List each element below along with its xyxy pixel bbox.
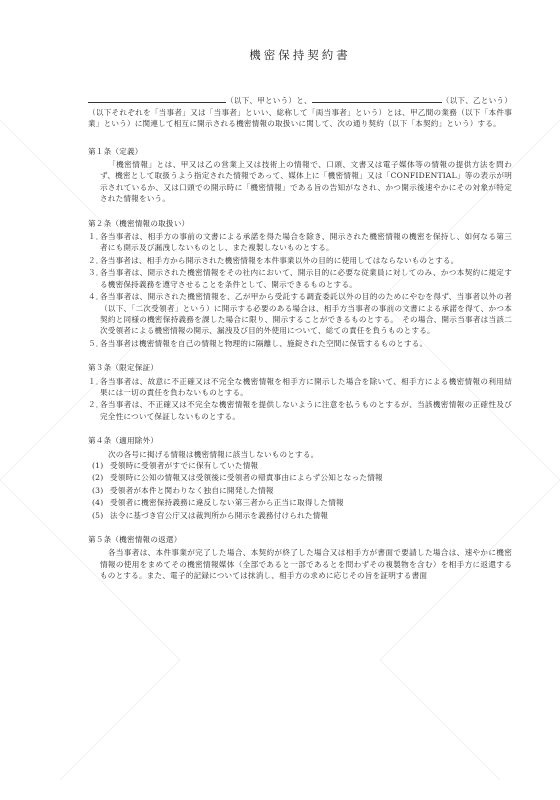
article-2	[88, 218, 512, 349]
list-item	[92, 472, 512, 483]
item-number: (2)	[92, 473, 104, 483]
item-text: 受領時に公知の情報又は受領後に受領者の帰責事由によらず公知となった情報	[110, 473, 383, 483]
item-text: 各当事者は、開示された機密情報をその社内において、開示目的に必要な従業員に対してのみ、かつ本契約に規定する機密保持義務を遵守させることを条件として、開示できるものとする。	[100, 268, 512, 289]
item-number: (1)	[92, 460, 104, 470]
list-item	[88, 291, 512, 337]
article-paragraph: 「機密情報」とは、甲又は乙の営業上又は技術上の情報で、口頭、文書又は電子媒体等の情報の提供方法を問わず、機密として取扱うよう指定された情報であって、媒体上に「機密情報」又は「CONFIDENTIAL」等の表示が明示されているか、又は口頭での開示時に「機密情報」である旨の告知がなされ、かつ開示後速やかにその対象が特定された情報をいう。	[100, 160, 512, 204]
article-title: 第４条（適用除外）	[88, 436, 159, 446]
item-number: ５．	[88, 338, 104, 348]
document-title: 機密保持契約書	[249, 48, 351, 62]
item-number: (5)	[92, 510, 104, 520]
party-a-blank	[88, 93, 226, 103]
list-item	[88, 255, 512, 266]
item-text: 受領時に受領者がすでに保有していた情報	[110, 460, 259, 470]
item-text: 各当事者は、相手方から開示された機密情報を本件事業以外の目的に使用してはならないものとする。	[100, 255, 459, 265]
article-title: 第５条（機密情報の返還）	[88, 535, 182, 544]
item-text: 各当事者は機密情報を自己の情報と物理的に隔離し、施錠された空間に保管するものとする。	[100, 338, 428, 348]
item-number: １．	[88, 232, 104, 242]
item-text: 各当事者は、不正確又は不完全な機密情報を提供しないように注意を払うものとするが、当該機密情報の正確性及び完全性について保証しないものとする。	[100, 400, 512, 421]
article-lead: 次の各号に掲げる情報は機密情報に該当しないものとする。	[108, 449, 319, 459]
article-title: 第１条（定義）	[88, 146, 143, 156]
article-1	[88, 146, 512, 205]
item-number: (4)	[92, 498, 104, 508]
item-text: 受領者に機密保持義務に違反しない第三者から正当に取得した情報	[110, 498, 344, 508]
intro-text-2: （以下、乙という）（以下それぞれを「当事者」又は「当事者」といい、総称して「両当事者」という）とは、甲乙間の業務（以下「本件事業」という）に関連して相互に開示される機密情報の取扱いに関して、次の通り契約（以下「本契約」という）する。	[88, 96, 512, 129]
article-title: 第２条（機密情報の取扱い）	[88, 218, 190, 228]
item-number: (3)	[92, 485, 104, 495]
list-item	[88, 338, 512, 349]
list-item	[92, 497, 512, 508]
item-text: 各当事者は、開示された機密情報を、乙が甲から受託する調査委託以外の目的のためにやむを得ず、当事者以外の者（以下、「二次受領者」という）に開示する必要のある場合は、相手方当事者の事前の文書による承諾を得て、かつ本契約と同様の機密保持義務を課した場合に限り、開示することができるものとする。 その場合、開示当事者は当該二次受領者による機密情報の開示、漏洩及び目的外使用について、総ての責任を負うものとする。	[100, 292, 512, 336]
item-text: 各当事者は、故意に不正確又は不完全な機密情報を相手方に開示した場合を除いて、相手方による機密情報の利用結果には一切の責任を負わないものとする。	[100, 376, 512, 397]
list-item	[88, 399, 512, 422]
intro-text-1: （以下、甲という）と、	[226, 96, 312, 106]
exclusion-list	[88, 460, 512, 521]
item-text: 受領者が本件と関わりなく独自に開発した情報	[110, 485, 274, 495]
list-item	[88, 231, 512, 254]
intro-paragraph	[88, 93, 512, 129]
list-item	[92, 485, 512, 496]
article-3	[88, 362, 512, 422]
party-b-blank	[312, 93, 442, 103]
item-number: ２．	[88, 400, 104, 410]
item-number: ４．	[88, 292, 104, 302]
list-item	[88, 267, 512, 290]
article-title: 第３条（限定保証）	[88, 363, 159, 373]
list-item	[88, 376, 512, 399]
article-4	[88, 435, 512, 521]
article-paragraph: 各当事者は、本件事業が完了した場合、本契約が終了した場合又は相手方が書面で要請した場合は、速やかに機密情報の使用をまめてその機密情報媒体（全部であると一部であるとを問わずその複製物を含む）を相手方に返還するものとする。また、電子的記録については抹消し、相手方の求めに応じその旨を証明する書面	[100, 548, 512, 581]
document-content	[88, 50, 512, 595]
list-item	[92, 460, 512, 471]
article-5	[88, 534, 512, 582]
item-number: １．	[88, 376, 104, 386]
item-text: 各当事者は、相手方の事前の文書による承諾を得た場合を除き、開示された機密情報の機密を保持し、如何なる第三者にも開示及び漏洩しないものとし、また複製しないものとする。	[100, 232, 512, 253]
item-text: 法令に基づき官公庁又は裁判所から開示を義務付けられた情報	[110, 510, 329, 520]
list-item	[92, 510, 512, 521]
item-number: ３．	[88, 268, 104, 278]
item-number: ２．	[88, 255, 104, 265]
